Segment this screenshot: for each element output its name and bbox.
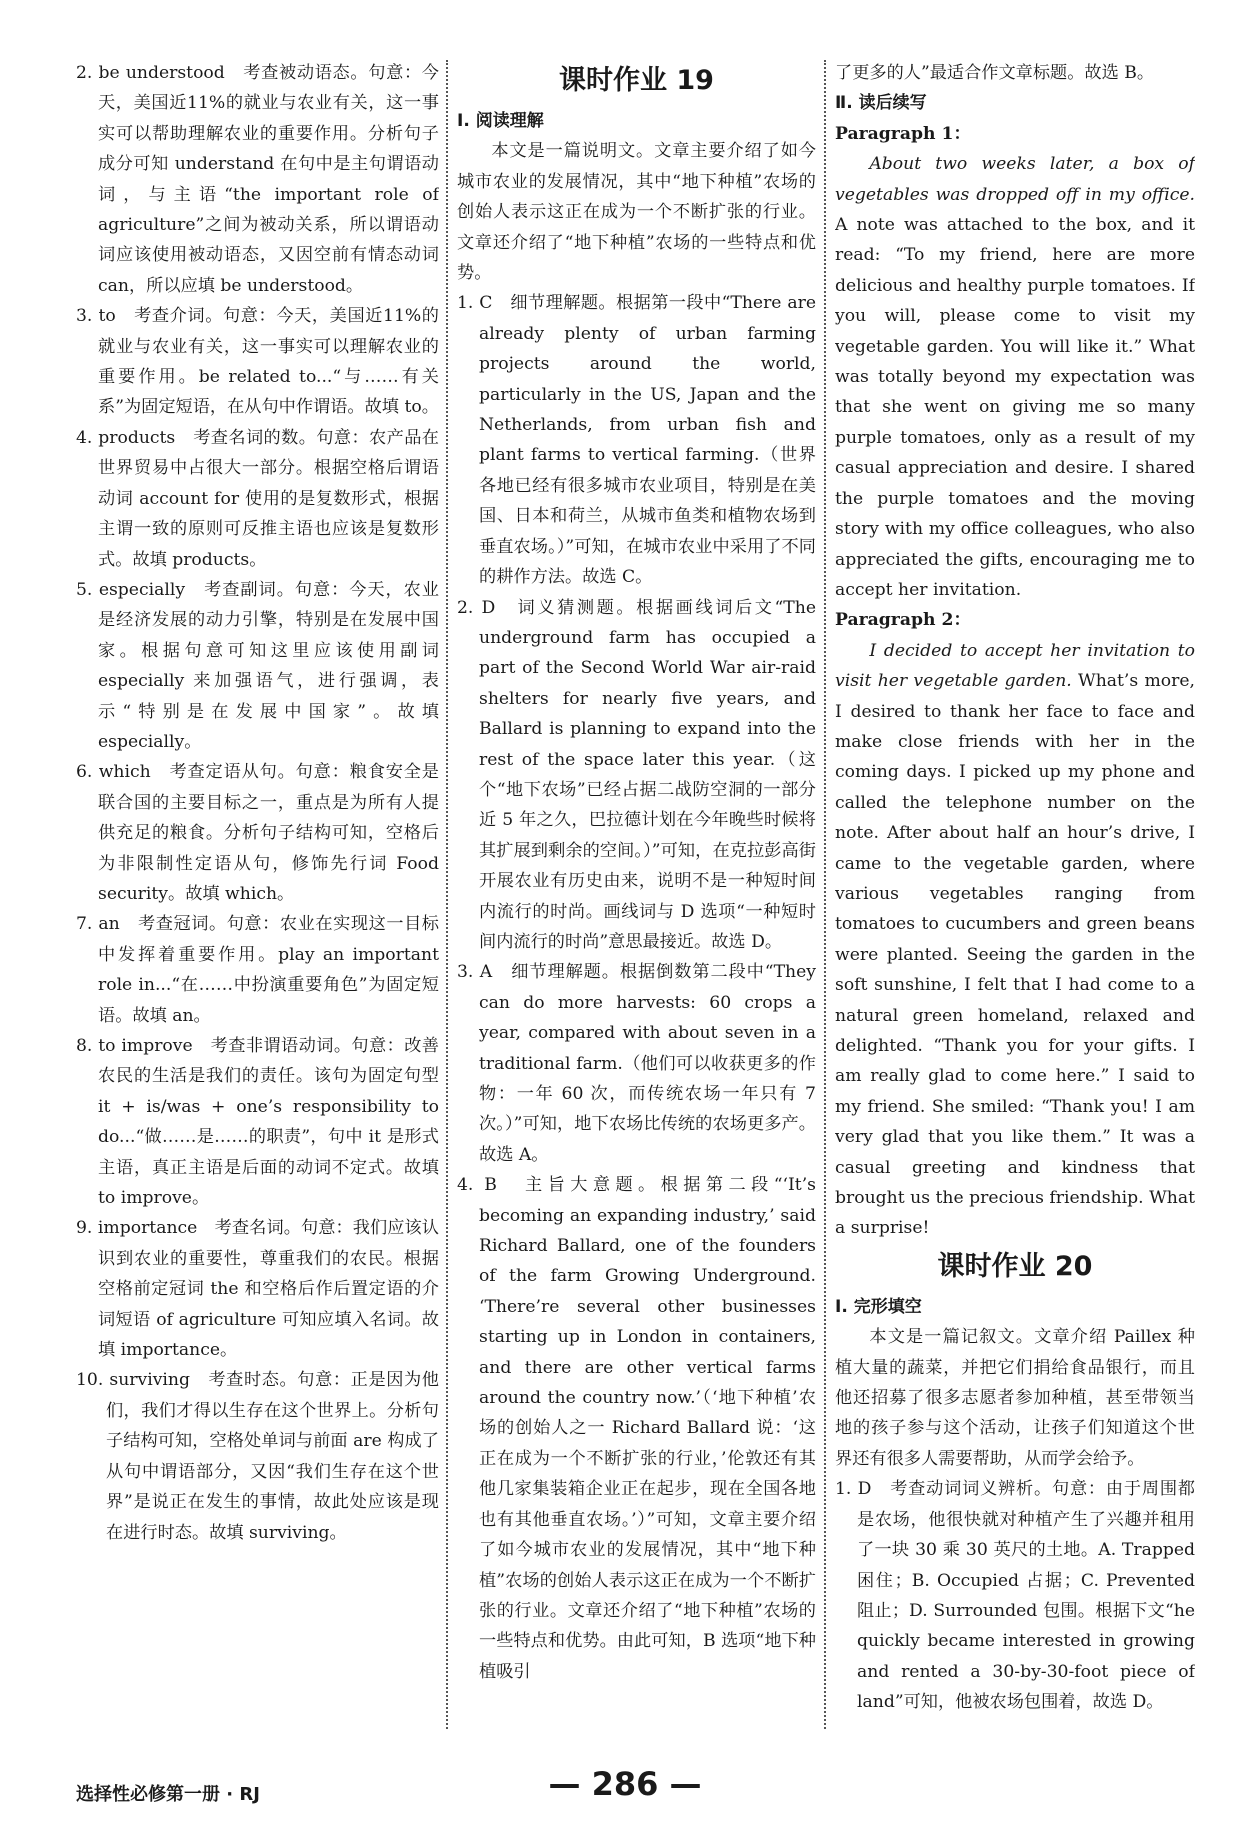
answer-item: 1. C 细节理解题。根据第一段中“There are already plenty of urban farming projects around the world, particularly in the US, Japan and the Netherlands, from urban fish and plant farms to vertical farming.（世界各地已经有很多城市农业项目，特别是在美国、日本和荷兰，从城市鱼类和植物农场到垂直农场。）”可知，在城市农业中采用了不同的耕作方法。故选 C。 bbox=[457, 293, 816, 588]
column-left bbox=[76, 58, 439, 1735]
column-middle bbox=[457, 58, 816, 1735]
section-heading: Ⅱ. 读后续写 bbox=[835, 93, 927, 114]
page-number: — 286 — bbox=[548, 1765, 702, 1803]
column-divider bbox=[446, 60, 448, 1729]
book-label: 选择性必修第一册 · RJ bbox=[76, 1784, 260, 1805]
answer-continuation: 了更多的人”最适合作文章标题。故选 B。 bbox=[835, 63, 1155, 83]
answer-item: 2. D 词义猜测题。根据画线词后文“The underground farm has occupied a part of the Second World War air-raid shelters for nearly five years, and Ballard is planning to expand into the rest of the space later this year.（这个“地下农场”已经占据二战防空洞的一部分近 5 年之久，巴拉德计划在今年晚些时候将其扩展到剩余的空间。）”可知，在克拉彭高街开展农业有历史由来，说明不是一种短时间内流行的时尚。画线词与 D 选项“一种短时间内流行的时尚”意思最接近。故选 D。 bbox=[457, 597, 816, 952]
paragraph-body: What’s more, I desired to thank her face to face and make close friends with her in the coming days. I picked up my phone and called the telephone number on the note. After about half an hour’s drive, I came to the vegetable garden, where various vegetables ranging from tomatoes to cucumbers and green beans were planted. Seeing the garden in the soft sunshine, I felt that I had come to a natural green homeland, relaxed and delighted. “Thank you for your gifts. I am really glad to come here.” I said to my friend. She smiled: “Thank you! I am very glad that you like them.” It was a casual greeting and kindness that brought us the precious friendship. What a surprise! bbox=[835, 671, 1195, 1239]
column-divider bbox=[824, 60, 826, 1729]
answer-item: 9. importance 考查名词。句意：我们应该认识到农业的重要性，尊重我们的农民。根据空格前定冠词 the 和空格后作后置定语的介词短语 of agriculture 可知应填入名词。故填 importance。 bbox=[76, 1218, 439, 1361]
answer-item: 3. to 考查介词。句意：今天，美国近11%的就业与农业有关，这一事实可以理解农业的重要作用。be related to...“与……有关系”为固定短语，在从句中作谓语。故填 to。 bbox=[76, 306, 439, 418]
answer-item: 2. be understood 考查被动语态。句意：今天，美国近11%的就业与农业有关，这一事实可以帮助理解农业的重要作用。分析句子成分可知 understand 在句中是主句谓语动词，与主语“the important role of agriculture”之间为被动关系，所以谓语动词应该使用被动语态，又因空前有情态动词 can，所以应填 be understood。 bbox=[76, 63, 439, 296]
passage-summary: 本文是一篇说明文。文章主要介绍了如今城市农业的发展情况，其中“地下种植”农场的创始人表示这正在成为一个不断扩张的行业。文章还介绍了“地下种植”农场的一些特点和优势。 bbox=[457, 141, 816, 284]
answer-item: 4. products 考查名词的数。句意：农产品在世界贸易中占很大一部分。根据空格后谓语动词 account for 使用的是复数形式，根据主谓一致的原则可反推主语也应该是复数形式。故填 products。 bbox=[76, 427, 439, 570]
answer-item: 8. to improve 考查非谓语动词。句意：改善农民的生活是我们的责任。该句为固定句型 it + is/was + one’s responsibility to do...“做……是……的职责”，句中 it 是形式主语，真正主语是后面的动词不定式。故填 to improve。 bbox=[76, 1036, 439, 1209]
sample-paragraph-2 bbox=[835, 636, 1195, 1244]
answer-item: 3. A 细节理解题。根据倒数第二段中“They can do more harvests: 60 crops a year, compared with about seven in a traditional farm.（他们可以收获更多的作物：一年 60 次，而传统农场一年只有 7 次。）”可知，地下农场比传统的农场更多产。故选 A。 bbox=[457, 962, 816, 1165]
section-heading: Ⅰ. 阅读理解 bbox=[457, 111, 544, 131]
paragraph-opening: About two weeks later, a box of vegetables was dropped off in my office. bbox=[835, 154, 1195, 205]
section-heading: Ⅰ. 完形填空 bbox=[835, 1296, 922, 1317]
answer-item: 1. D 考查动词词义辨析。句意：由于周围都是农场，他很快就对种植产生了兴趣并租用了一块 30 乘 30 英尺的土地。A. Trapped 困住；B. Occupied 占据；C. Prevented 阻止；D. Surrounded 包围。根据下文“he quickly became interested in growing and rented a 30-by-30-foot piece of land”可知，他被农场包围着，故选 D。 bbox=[835, 1479, 1195, 1713]
lesson-title: 课时作业 20 bbox=[937, 1250, 1093, 1282]
column-right bbox=[835, 58, 1195, 1735]
paragraph-opening: I decided to accept her invitation to visit her vegetable garden. bbox=[835, 640, 1195, 692]
sample-paragraph-1 bbox=[835, 149, 1195, 605]
passage-summary: 本文是一篇记叙文。文章介绍 Paillex 种植大量的蔬菜，并把它们捐给食品银行，而且他还招募了很多志愿者参加种植，甚至带领当地的孩子参与这个活动，让孩子们知道这个世界还有很多人需要帮助，从而学会给予。 bbox=[835, 1327, 1195, 1469]
paragraph-label: Paragraph 2： bbox=[835, 610, 971, 631]
paragraph-body: A note was attached to the box, and it read: “To my friend, here are more delicious and healthy purple tomatoes. If you will, please come to visit my vegetable garden. You will like it.” What was totally beyond my expectation was that she went on giving me so many purple tomatoes, only as a result of my casual appreciation and desire. I shared the purple tomatoes and the moving story with my office colleagues, who also appreciated the gifts, encouraging me to accept her invitation. bbox=[835, 215, 1195, 600]
answer-item: 5. especially 考查副词。句意：今天，农业是经济发展的动力引擎，特别是在发展中国家。根据句意可知这里应该使用副词 especially 来加强语气，进行强调，表示“特别是在发展中国家”。故填 especially。 bbox=[76, 579, 439, 752]
answer-item: 6. which 考查定语从句。句意：粮食安全是联合国的主要目标之一，重点是为所有人提供充足的粮食。分析句子结构可知，空格后为非限制性定语从句，修饰先行词 Food security。故填 which。 bbox=[76, 762, 439, 904]
answer-item: 4. B 主旨大意题。根据第二段“‘It’s becoming an expanding industry,’ said Richard Ballard, one of the founders of the farm Growing Underground. ‘There’re several other businesses starting up in London in containers, and there are other vertical farms around the country now.’（‘地下种植’农场的创始人之一 Richard Ballard 说：‘这正在成为一个不断扩张的行业，’伦敦还有其他几家集装箱企业正在起步，现在全国各地也有其他垂直农场。’）”可知，文章主要介绍了如今城市农业的发展情况，其中“地下种植”农场的创始人表示这正在成为一个不断扩张的行业。文章还介绍了“地下种植”农场的一些特点和优势。由此可知，B 选项“地下种植吸引 bbox=[457, 1175, 816, 1682]
answer-item: 10. surviving 考查时态。句意：正是因为他们，我们才得以生存在这个世界上。分析句子结构可知，空格处单词与前面 are 构成了从句中谓语部分，又因“我们生存在这个世界”是说正在发生的事情，故此处应该是现在进行时态。故填 surviving。 bbox=[76, 1370, 439, 1543]
paragraph-label: Paragraph 1： bbox=[835, 123, 971, 144]
answer-item: 7. an 考查冠词。句意：农业在实现这一目标中发挥着重要作用。play an important role in...“在……中扮演重要角色”为固定短语。故填 an。 bbox=[76, 914, 439, 1026]
lesson-title: 课时作业 19 bbox=[559, 65, 714, 96]
